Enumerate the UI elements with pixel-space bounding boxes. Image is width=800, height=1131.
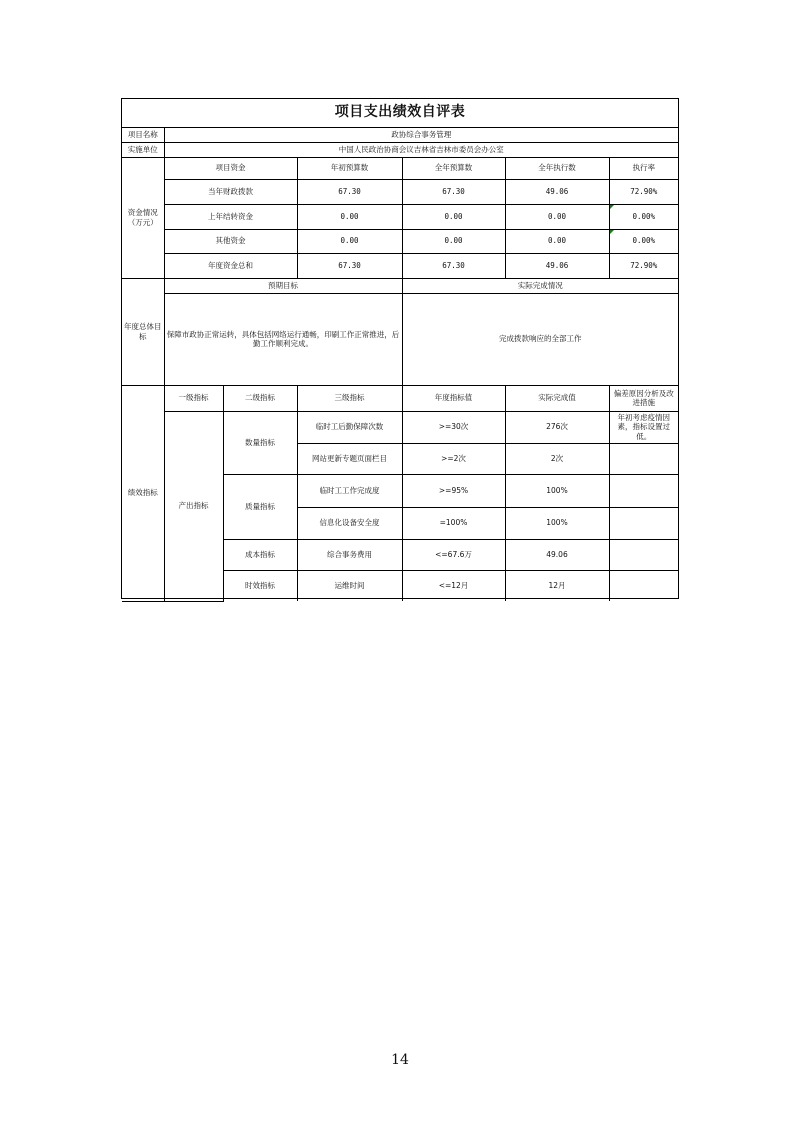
actual-value: 49.06 bbox=[505, 539, 609, 570]
funds-row-annual: 67.30 bbox=[402, 179, 505, 204]
funds-header-annual: 全年预算数 bbox=[402, 157, 505, 179]
funds-row bbox=[122, 253, 678, 278]
funds-header-initial: 年初预算数 bbox=[297, 157, 402, 179]
funds-row-name: 当年财政拨款 bbox=[164, 179, 297, 204]
deviation-note bbox=[609, 507, 678, 539]
deviation-note bbox=[609, 474, 678, 507]
perf-header-target: 年度指标值 bbox=[402, 385, 505, 411]
funds-row bbox=[122, 229, 678, 253]
expected-goal-header: 预期目标 bbox=[164, 278, 402, 293]
level3-indicator: 综合事务费用 bbox=[297, 539, 402, 570]
target-value: <=67.6万 bbox=[402, 539, 505, 570]
indicator-row bbox=[122, 411, 678, 443]
level3-indicator: 临时工工作完成度 bbox=[297, 474, 402, 507]
perf-header-actual: 实际完成值 bbox=[505, 385, 609, 411]
funds-row-annual: 0.00 bbox=[402, 229, 505, 253]
target-value: =100% bbox=[402, 507, 505, 539]
form-title: 项目支出绩效自评表 bbox=[122, 99, 678, 127]
perf-header-level2: 二级指标 bbox=[223, 385, 297, 411]
actual-value: 100% bbox=[505, 474, 609, 507]
perf-header-level3: 三级指标 bbox=[297, 385, 402, 411]
funds-header-rate: 执行率 bbox=[609, 157, 678, 179]
perf-header-level1: 一级指标 bbox=[164, 385, 223, 411]
actual-value: 276次 bbox=[505, 411, 609, 443]
annual-goals-label: 年度总体目标 bbox=[122, 278, 164, 385]
actual-value: 2次 bbox=[505, 443, 609, 474]
actual-value: 100% bbox=[505, 507, 609, 539]
level2-indicator: 成本指标 bbox=[223, 539, 297, 570]
target-value: >=30次 bbox=[402, 411, 505, 443]
deviation-note: 年初考虑疫情因素，指标设置过低。 bbox=[609, 411, 678, 443]
funds-row-name: 其他资金 bbox=[164, 229, 297, 253]
funds-row-name: 上年结转资金 bbox=[164, 204, 297, 229]
level3-indicator: 网站更新专题页面栏目 bbox=[297, 443, 402, 474]
funds-row bbox=[122, 179, 678, 204]
funds-header-executed: 全年执行数 bbox=[505, 157, 609, 179]
target-value: >=95% bbox=[402, 474, 505, 507]
funds-row-executed: 49.06 bbox=[505, 253, 609, 278]
level3-indicator: 临时工后勤保障次数 bbox=[297, 411, 402, 443]
target-value: <=12月 bbox=[402, 570, 505, 601]
perf-header-deviation: 偏差原因分析及改进措施 bbox=[609, 385, 678, 411]
funds-row-annual: 0.00 bbox=[402, 204, 505, 229]
project-name-value: 政协综合事务管理 bbox=[164, 127, 678, 142]
funds-row-name: 年度资金总和 bbox=[164, 253, 297, 278]
funds-header-source: 项目资金 bbox=[164, 157, 297, 179]
funds-row-initial: 67.30 bbox=[297, 179, 402, 204]
self-evaluation-form bbox=[121, 98, 679, 599]
level2-indicator: 数量指标 bbox=[223, 411, 297, 474]
level1-output-indicator: 产出指标 bbox=[164, 411, 223, 601]
level2-indicator: 时效指标 bbox=[223, 570, 297, 601]
deviation-note bbox=[609, 539, 678, 570]
performance-section-label: 绩效指标 bbox=[122, 385, 164, 601]
funds-row-executed: 49.06 bbox=[505, 179, 609, 204]
implementing-unit-label: 实施单位 bbox=[122, 142, 164, 157]
funds-row-executed: 0.00 bbox=[505, 204, 609, 229]
target-value: >=2次 bbox=[402, 443, 505, 474]
actual-completion-header: 实际完成情况 bbox=[402, 278, 678, 293]
actual-value: 12月 bbox=[505, 570, 609, 601]
funds-row-initial: 0.00 bbox=[297, 229, 402, 253]
funds-row-rate: 0.00% bbox=[609, 204, 678, 229]
deviation-note bbox=[609, 443, 678, 474]
funds-row-rate: 72.90% bbox=[609, 253, 678, 278]
actual-completion-text: 完成拨款响应的全部工作 bbox=[402, 293, 678, 385]
funds-row bbox=[122, 204, 678, 229]
implementing-unit-value: 中国人民政治协商会议吉林省吉林市委员会办公室 bbox=[164, 142, 678, 157]
deviation-note bbox=[609, 570, 678, 601]
expected-goal-text: 保障市政协正常运转，具体包括网络运行通畅，印刷工作正常推进，后勤工作顺利完成。 bbox=[164, 293, 402, 385]
level3-indicator: 运维时间 bbox=[297, 570, 402, 601]
funds-row-rate: 72.90% bbox=[609, 179, 678, 204]
page-number: 14 bbox=[391, 1052, 409, 1068]
level3-indicator: 信息化设备安全度 bbox=[297, 507, 402, 539]
funds-row-executed: 0.00 bbox=[505, 229, 609, 253]
funds-section-label: 资金情况（万元） bbox=[122, 157, 164, 278]
funds-row-annual: 67.30 bbox=[402, 253, 505, 278]
evaluation-table bbox=[122, 99, 678, 602]
funds-row-rate: 0.00% bbox=[609, 229, 678, 253]
funds-row-initial: 67.30 bbox=[297, 253, 402, 278]
project-name-label: 项目名称 bbox=[122, 127, 164, 142]
funds-row-initial: 0.00 bbox=[297, 204, 402, 229]
level2-indicator: 质量指标 bbox=[223, 474, 297, 539]
